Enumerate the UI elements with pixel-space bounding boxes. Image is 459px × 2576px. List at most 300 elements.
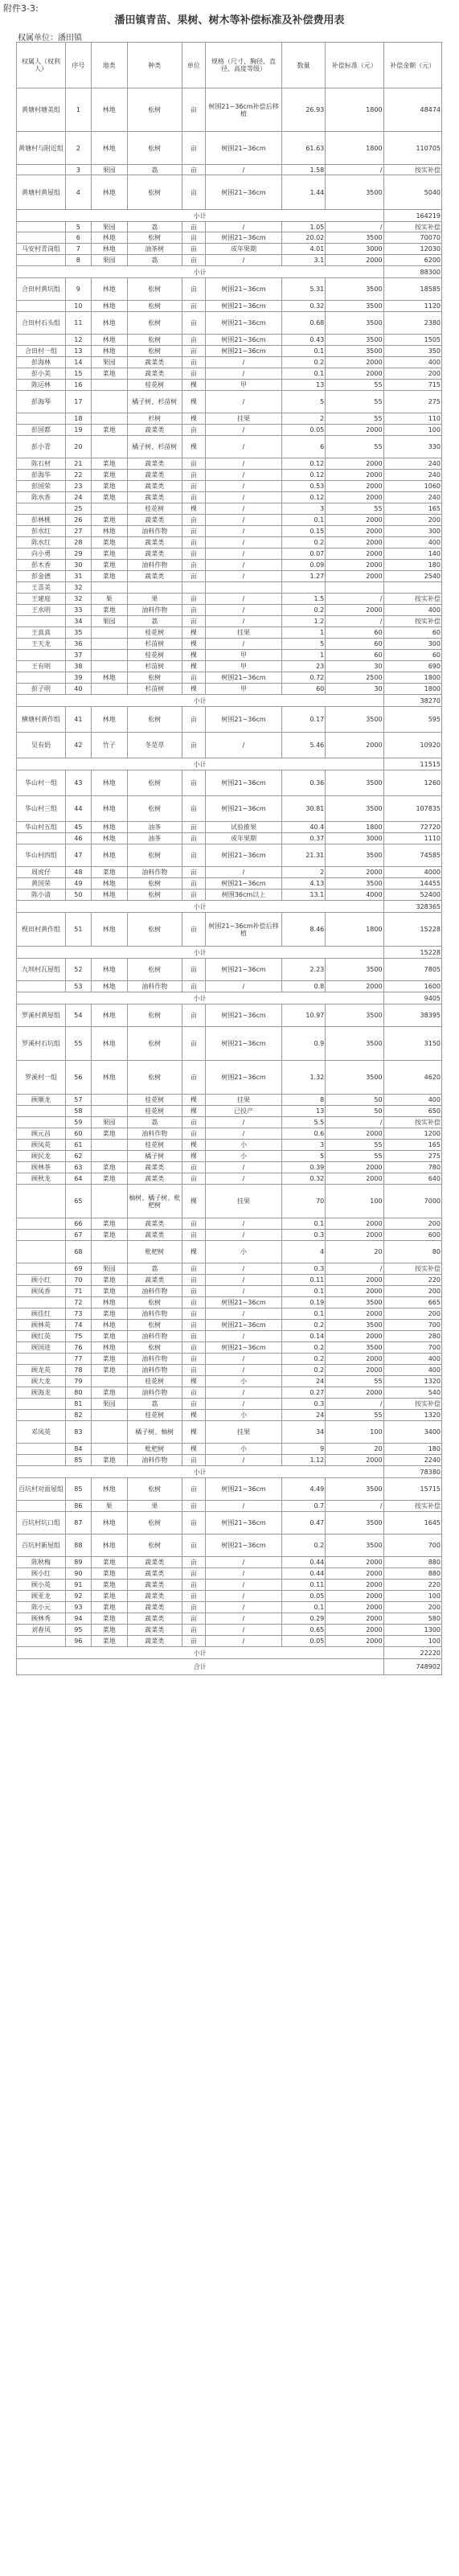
cell-std: 3500 bbox=[326, 175, 383, 210]
cell-qty bbox=[282, 582, 326, 594]
cell-owner: 华山村五组 bbox=[17, 822, 66, 833]
cell-owner: 彭木香 bbox=[17, 560, 66, 571]
cell-amt: 240 bbox=[383, 458, 441, 470]
cell-seq: 60 bbox=[66, 1128, 92, 1140]
cell-owner: 彭子明 bbox=[17, 684, 66, 695]
cell-qty: 4.01 bbox=[282, 244, 326, 255]
cell-spec: 挂果 bbox=[206, 1421, 282, 1444]
cell-land: 菜地 bbox=[91, 1275, 127, 1286]
cell-kind: 松树 bbox=[127, 844, 182, 867]
table-row bbox=[17, 733, 442, 758]
cell-seq: 21 bbox=[66, 458, 92, 470]
cell-unit: 亩 bbox=[182, 1591, 205, 1602]
cell-land: 果园 bbox=[91, 1399, 127, 1410]
cell-kind: 桂花树 bbox=[127, 650, 182, 661]
table-row bbox=[17, 1185, 442, 1218]
cell-land: 林地 bbox=[91, 833, 127, 844]
subtotal-label: 小计 bbox=[17, 901, 384, 913]
cell-kind: 桂花树 bbox=[127, 380, 182, 391]
cell-seq: 33 bbox=[66, 605, 92, 616]
cell-spec: 树围21~36cm bbox=[206, 1535, 282, 1557]
cell-unit: 亩 bbox=[182, 571, 205, 582]
cell-seq: 47 bbox=[66, 844, 92, 867]
cell-seq: 19 bbox=[66, 425, 92, 436]
cell-unit: 亩 bbox=[182, 1455, 205, 1466]
cell-seq: 55 bbox=[66, 1027, 92, 1061]
cell-spec: / bbox=[206, 605, 282, 616]
cell-spec: / bbox=[206, 1636, 282, 1647]
cell-seq: 89 bbox=[66, 1557, 92, 1568]
cell-amt: 48474 bbox=[383, 88, 441, 132]
subtotal-row bbox=[17, 901, 442, 913]
table-row bbox=[17, 1095, 442, 1106]
table-row bbox=[17, 1331, 442, 1342]
cell-std: 2000 bbox=[326, 733, 383, 758]
cell-qty: 0.17 bbox=[282, 707, 326, 733]
cell-std: 3500 bbox=[326, 278, 383, 301]
cell-seq: 3 bbox=[66, 165, 92, 175]
cell-spec: / bbox=[206, 1230, 282, 1241]
cell-std: 2000 bbox=[326, 537, 383, 548]
cell-std: 2000 bbox=[326, 481, 383, 492]
cell-owner: 顾小红 bbox=[17, 1275, 66, 1286]
table-row bbox=[17, 425, 442, 436]
compensation-table bbox=[16, 42, 442, 1675]
table-row bbox=[17, 1387, 442, 1399]
cell-amt: 275 bbox=[383, 391, 441, 413]
cell-land: 林地 bbox=[91, 1512, 127, 1535]
cell-unit: 亩 bbox=[182, 481, 205, 492]
cell-land bbox=[91, 1410, 127, 1421]
table-row bbox=[17, 1602, 442, 1613]
cell-amt: 1800 bbox=[383, 672, 441, 684]
cell-land: 果园 bbox=[91, 616, 127, 627]
cell-std: 60 bbox=[326, 627, 383, 639]
cell-std: 2000 bbox=[326, 1591, 383, 1602]
subtotal-row bbox=[17, 992, 442, 1005]
cell-spec: / bbox=[206, 1117, 282, 1128]
cell-unit: 亩 bbox=[182, 278, 205, 301]
subtotal-label: 小计 bbox=[17, 266, 384, 278]
cell-unit: 亩 bbox=[182, 1061, 205, 1095]
cell-unit: 亩 bbox=[182, 335, 205, 346]
cell-amt: 3400 bbox=[383, 1421, 441, 1444]
cell-spec: 树围21~36cm bbox=[206, 1297, 282, 1309]
cell-owner: 黄塘村黄屋组 bbox=[17, 175, 66, 210]
cell-unit: 亩 bbox=[182, 844, 205, 867]
cell-owner: 顾小红 bbox=[17, 1568, 66, 1580]
cell-unit: 亩 bbox=[182, 796, 205, 822]
cell-unit: 亩 bbox=[182, 1535, 205, 1557]
table-row bbox=[17, 548, 442, 560]
cell-std: 1800 bbox=[326, 132, 383, 165]
cell-std: 3000 bbox=[326, 244, 383, 255]
cell-unit: 棵 bbox=[182, 1376, 205, 1387]
cell-qty: 2.23 bbox=[282, 959, 326, 981]
cell-amt: 3150 bbox=[383, 1027, 441, 1061]
cell-kind: 松树 bbox=[127, 278, 182, 301]
cell-amt: 1200 bbox=[383, 1128, 441, 1140]
table-row bbox=[17, 515, 442, 526]
cell-std: 2000 bbox=[326, 605, 383, 616]
table-row bbox=[17, 672, 442, 684]
cell-owner: 王真真 bbox=[17, 627, 66, 639]
cell-kind: 松树 bbox=[127, 175, 182, 210]
cell-spec: 树围21~36cm bbox=[206, 132, 282, 165]
cell-owner bbox=[17, 1106, 66, 1117]
table-row bbox=[17, 436, 442, 458]
cell-unit: 棵 bbox=[182, 661, 205, 672]
header-seq: 序号 bbox=[66, 43, 92, 88]
cell-land: 林地 bbox=[91, 244, 127, 255]
cell-land: 果 bbox=[91, 1501, 127, 1512]
cell-land: 菜地 bbox=[91, 548, 127, 560]
cell-spec: / bbox=[206, 548, 282, 560]
cell-owner bbox=[17, 1230, 66, 1241]
cell-unit: 亩 bbox=[182, 616, 205, 627]
cell-owner: 陈小元 bbox=[17, 1602, 66, 1613]
cell-amt: 580 bbox=[383, 1613, 441, 1625]
cell-qty: 0.44 bbox=[282, 1557, 326, 1568]
cell-amt: 350 bbox=[383, 346, 441, 357]
cell-seq: 61 bbox=[66, 1140, 92, 1151]
header-row bbox=[17, 43, 442, 88]
cell-amt: 72720 bbox=[383, 822, 441, 833]
cell-seq: 83 bbox=[66, 1421, 92, 1444]
cell-std: 2000 bbox=[326, 1365, 383, 1376]
cell-unit: 亩 bbox=[182, 770, 205, 796]
cell-land: 菜地 bbox=[91, 537, 127, 548]
cell-owner: 罗溪村黄屋组 bbox=[17, 1005, 66, 1027]
table-row bbox=[17, 1501, 442, 1512]
cell-unit: 亩 bbox=[182, 165, 205, 175]
cell-seq: 26 bbox=[66, 515, 92, 526]
table-row bbox=[17, 278, 442, 301]
subtotal-label: 小计 bbox=[17, 1647, 384, 1659]
cell-std: 2000 bbox=[326, 981, 383, 992]
cell-seq: 90 bbox=[66, 1568, 92, 1580]
cell-kind: 果 bbox=[127, 1501, 182, 1512]
cell-qty: 0.2 bbox=[282, 1320, 326, 1331]
cell-seq: 79 bbox=[66, 1376, 92, 1387]
cell-qty: 0.07 bbox=[282, 548, 326, 560]
cell-unit: 亩 bbox=[182, 492, 205, 503]
cell-seq: 63 bbox=[66, 1162, 92, 1173]
cell-seq: 91 bbox=[66, 1580, 92, 1591]
cell-kind: 荔 bbox=[127, 616, 182, 627]
cell-kind: 蔬菜类 bbox=[127, 470, 182, 481]
cell-owner: 百坑村坑口组 bbox=[17, 1512, 66, 1535]
table-row bbox=[17, 481, 442, 492]
cell-spec: / bbox=[206, 1218, 282, 1230]
cell-std: 55 bbox=[326, 503, 383, 515]
cell-qty: 0.47 bbox=[282, 1512, 326, 1535]
cell-qty: 0.3 bbox=[282, 1399, 326, 1410]
cell-land: 菜地 bbox=[91, 1128, 127, 1140]
cell-unit: 亩 bbox=[182, 878, 205, 889]
cell-owner: 彭小美 bbox=[17, 368, 66, 380]
cell-kind: 油料作物 bbox=[127, 1309, 182, 1320]
cell-kind: 油料作物 bbox=[127, 1128, 182, 1140]
cell-land: 林地 bbox=[91, 889, 127, 901]
cell-seq: 73 bbox=[66, 1309, 92, 1320]
cell-spec: 树围21~36cm bbox=[206, 301, 282, 312]
cell-kind: 桂花树 bbox=[127, 1410, 182, 1421]
cell-owner bbox=[17, 413, 66, 425]
cell-std: / bbox=[326, 1117, 383, 1128]
cell-spec: / bbox=[206, 222, 282, 232]
cell-std: 1800 bbox=[326, 913, 383, 947]
cell-land: 菜地 bbox=[91, 1230, 127, 1241]
cell-land: 林地 bbox=[91, 346, 127, 357]
cell-owner: 合田村黄坑组 bbox=[17, 278, 66, 301]
cell-spec: / bbox=[206, 492, 282, 503]
cell-spec: / bbox=[206, 1128, 282, 1140]
cell-seq: 24 bbox=[66, 492, 92, 503]
subtotal-row bbox=[17, 695, 442, 707]
page-title: 潘田镇青苗、果树、树木等补偿标准及补偿费用表 bbox=[114, 14, 345, 27]
cell-spec: 树围21~36cm bbox=[206, 175, 282, 210]
cell-seq: 22 bbox=[66, 470, 92, 481]
cell-land: 林地 bbox=[91, 959, 127, 981]
subtotal-amount: 11515 bbox=[383, 758, 441, 770]
cell-land: 菜地 bbox=[91, 470, 127, 481]
table-row bbox=[17, 981, 442, 992]
cell-owner: 顾国进 bbox=[17, 1342, 66, 1354]
cell-seq: 68 bbox=[66, 1241, 92, 1263]
cell-owner: 横塘村黄作组 bbox=[17, 707, 66, 733]
cell-owner: 枧田村黄作组 bbox=[17, 913, 66, 947]
cell-kind: 蔬菜类 bbox=[127, 1591, 182, 1602]
cell-amt: 700 bbox=[383, 1320, 441, 1331]
cell-seq: 35 bbox=[66, 627, 92, 639]
table-row bbox=[17, 1455, 442, 1466]
cell-kind: 松树 bbox=[127, 1297, 182, 1309]
cell-amt: 7000 bbox=[383, 1185, 441, 1218]
cell-spec: 树围21~36cm bbox=[206, 770, 282, 796]
cell-std: 3500 bbox=[326, 335, 383, 346]
cell-owner: 华山村三组 bbox=[17, 796, 66, 822]
cell-std: / bbox=[326, 222, 383, 232]
cell-kind: 蔬菜类 bbox=[127, 571, 182, 582]
cell-seq: 38 bbox=[66, 661, 92, 672]
cell-qty: 13 bbox=[282, 1106, 326, 1117]
cell-land: 菜地 bbox=[91, 1365, 127, 1376]
cell-seq: 51 bbox=[66, 913, 92, 947]
cell-std: 3500 bbox=[326, 878, 383, 889]
cell-kind: 橘子树、柚树 bbox=[127, 1421, 182, 1444]
cell-spec: 甲 bbox=[206, 661, 282, 672]
cell-amt: 165 bbox=[383, 503, 441, 515]
cell-amt: 200 bbox=[383, 1286, 441, 1297]
cell-kind: 橘子树、杉苗树 bbox=[127, 436, 182, 458]
cell-qty: 0.19 bbox=[282, 1297, 326, 1309]
cell-amt: 880 bbox=[383, 1557, 441, 1568]
cell-amt: 1320 bbox=[383, 1410, 441, 1421]
cell-amt: 400 bbox=[383, 1365, 441, 1376]
cell-qty: 5.46 bbox=[282, 733, 326, 758]
subtotal-row bbox=[17, 1647, 442, 1659]
cell-land bbox=[91, 650, 127, 661]
cell-owner: 顾林英 bbox=[17, 1320, 66, 1331]
cell-kind: 松树 bbox=[127, 707, 182, 733]
cell-amt: 400 bbox=[383, 357, 441, 368]
cell-kind: 蔬菜类 bbox=[127, 425, 182, 436]
cell-spec: 树围21~36cm bbox=[206, 1320, 282, 1331]
cell-seq: 15 bbox=[66, 368, 92, 380]
cell-qty: 0.1 bbox=[282, 1602, 326, 1613]
cell-unit: 棵 bbox=[182, 650, 205, 661]
cell-unit: 亩 bbox=[182, 548, 205, 560]
cell-unit: 棵 bbox=[182, 1241, 205, 1263]
cell-spec: 树围21~36cm bbox=[206, 1478, 282, 1501]
cell-std: 2000 bbox=[326, 1230, 383, 1241]
cell-std: 2000 bbox=[326, 1613, 383, 1625]
cell-spec: 小 bbox=[206, 1151, 282, 1162]
cell-std: 20 bbox=[326, 1444, 383, 1455]
cell-unit: 亩 bbox=[182, 1162, 205, 1173]
cell-unit: 亩 bbox=[182, 88, 205, 132]
table-row bbox=[17, 605, 442, 616]
cell-unit: 亩 bbox=[182, 301, 205, 312]
cell-std: 2000 bbox=[326, 1128, 383, 1140]
cell-std: 2500 bbox=[326, 672, 383, 684]
cell-land: 林地 bbox=[91, 672, 127, 684]
cell-unit: 亩 bbox=[182, 1342, 205, 1354]
cell-land bbox=[91, 661, 127, 672]
cell-seq: 27 bbox=[66, 526, 92, 537]
subtotal-label: 小计 bbox=[17, 992, 384, 1005]
table-row bbox=[17, 878, 442, 889]
cell-spec: / bbox=[206, 571, 282, 582]
cell-unit: 棵 bbox=[182, 413, 205, 425]
cell-std: 3500 bbox=[326, 1535, 383, 1557]
cell-unit: 亩 bbox=[182, 594, 205, 605]
cell-amt: 2540 bbox=[383, 571, 441, 582]
cell-qty: 3 bbox=[282, 503, 326, 515]
cell-unit: 亩 bbox=[182, 1387, 205, 1399]
cell-spec: / bbox=[206, 1568, 282, 1580]
cell-unit: 亩 bbox=[182, 1580, 205, 1591]
cell-qty: 4 bbox=[282, 1241, 326, 1263]
cell-owner: 顾凤香 bbox=[17, 1286, 66, 1297]
table-row bbox=[17, 1342, 442, 1354]
cell-owner: 刘春凤 bbox=[17, 1625, 66, 1636]
cell-kind: 蔬菜类 bbox=[127, 1580, 182, 1591]
table-row bbox=[17, 889, 442, 901]
cell-owner: 陈水红 bbox=[17, 537, 66, 548]
cell-std: 3500 bbox=[326, 232, 383, 244]
cell-qty: 0.3 bbox=[282, 1230, 326, 1241]
cell-owner: 王喜美 bbox=[17, 582, 66, 594]
cell-amt: 100 bbox=[383, 1591, 441, 1602]
cell-amt: 715 bbox=[383, 380, 441, 391]
subtotal-label: 小计 bbox=[17, 695, 384, 707]
cell-kind: 松树 bbox=[127, 1320, 182, 1331]
cell-unit: 亩 bbox=[182, 132, 205, 165]
cell-owner bbox=[17, 616, 66, 627]
cell-kind: 蔬菜类 bbox=[127, 1230, 182, 1241]
cell-unit: 亩 bbox=[182, 1602, 205, 1613]
cell-land: 林地 bbox=[91, 770, 127, 796]
cell-owner bbox=[17, 1117, 66, 1128]
cell-land: 菜地 bbox=[91, 368, 127, 380]
cell-spec: / bbox=[206, 867, 282, 878]
cell-kind: 荔 bbox=[127, 1263, 182, 1275]
cell-amt: 240 bbox=[383, 470, 441, 481]
cell-spec: / bbox=[206, 594, 282, 605]
cell-spec: 小 bbox=[206, 1410, 282, 1421]
cell-kind: 蔬菜类 bbox=[127, 1557, 182, 1568]
cell-qty: 0.68 bbox=[282, 312, 326, 335]
cell-kind: 油料作物 bbox=[127, 1365, 182, 1376]
cell-kind: 油料作物 bbox=[127, 1286, 182, 1297]
cell-seq: 36 bbox=[66, 639, 92, 650]
table-row bbox=[17, 1613, 442, 1625]
cell-kind: 油茶 bbox=[127, 833, 182, 844]
cell-seq: 23 bbox=[66, 481, 92, 492]
cell-qty: 0.72 bbox=[282, 672, 326, 684]
cell-amt: 220 bbox=[383, 1580, 441, 1591]
cell-amt: 按实补偿 bbox=[383, 165, 441, 175]
cell-unit: 亩 bbox=[182, 560, 205, 571]
cell-spec: 树围21~36cm bbox=[206, 346, 282, 357]
table-row bbox=[17, 627, 442, 639]
cell-amt: 180 bbox=[383, 560, 441, 571]
table-row bbox=[17, 1162, 442, 1173]
cell-amt: 280 bbox=[383, 1331, 441, 1342]
cell-seq: 44 bbox=[66, 796, 92, 822]
cell-owner: 华山村一组 bbox=[17, 770, 66, 796]
cell-spec: 甲 bbox=[206, 650, 282, 661]
cell-kind: 松树 bbox=[127, 88, 182, 132]
cell-seq: 16 bbox=[66, 380, 92, 391]
cell-qty: 2 bbox=[282, 867, 326, 878]
table-row bbox=[17, 867, 442, 878]
cell-land bbox=[91, 413, 127, 425]
cell-unit: 棵 bbox=[182, 1151, 205, 1162]
cell-seq: 14 bbox=[66, 357, 92, 368]
cell-amt: 220 bbox=[383, 1275, 441, 1286]
cell-unit: 亩 bbox=[182, 1365, 205, 1376]
cell-land bbox=[91, 627, 127, 639]
cell-owner: 顾亚龙 bbox=[17, 1591, 66, 1602]
header-amount: 补偿金额（元） bbox=[383, 43, 441, 88]
cell-qty: 1.44 bbox=[282, 175, 326, 210]
cell-land: 林地 bbox=[91, 1342, 127, 1354]
cell-land: 菜地 bbox=[91, 1309, 127, 1320]
cell-seq: 93 bbox=[66, 1602, 92, 1613]
cell-kind: 蔬菜类 bbox=[127, 1568, 182, 1580]
cell-std: 1800 bbox=[326, 88, 383, 132]
cell-spec: / bbox=[206, 165, 282, 175]
cell-land: 菜地 bbox=[91, 1602, 127, 1613]
cell-amt: 200 bbox=[383, 1602, 441, 1613]
cell-land: 林地 bbox=[91, 822, 127, 833]
cell-unit: 棵 bbox=[182, 1140, 205, 1151]
table-row bbox=[17, 1061, 442, 1095]
cell-seq: 41 bbox=[66, 707, 92, 733]
cell-spec: / bbox=[206, 733, 282, 758]
cell-unit: 亩 bbox=[182, 1297, 205, 1309]
cell-qty: 13.1 bbox=[282, 889, 326, 901]
cell-qty: 0.1 bbox=[282, 1309, 326, 1320]
cell-kind: 蔬菜类 bbox=[127, 1602, 182, 1613]
subtotal-row bbox=[17, 947, 442, 959]
cell-land: 菜地 bbox=[91, 1286, 127, 1297]
cell-qty: 1.58 bbox=[282, 165, 326, 175]
table-row bbox=[17, 1421, 442, 1444]
